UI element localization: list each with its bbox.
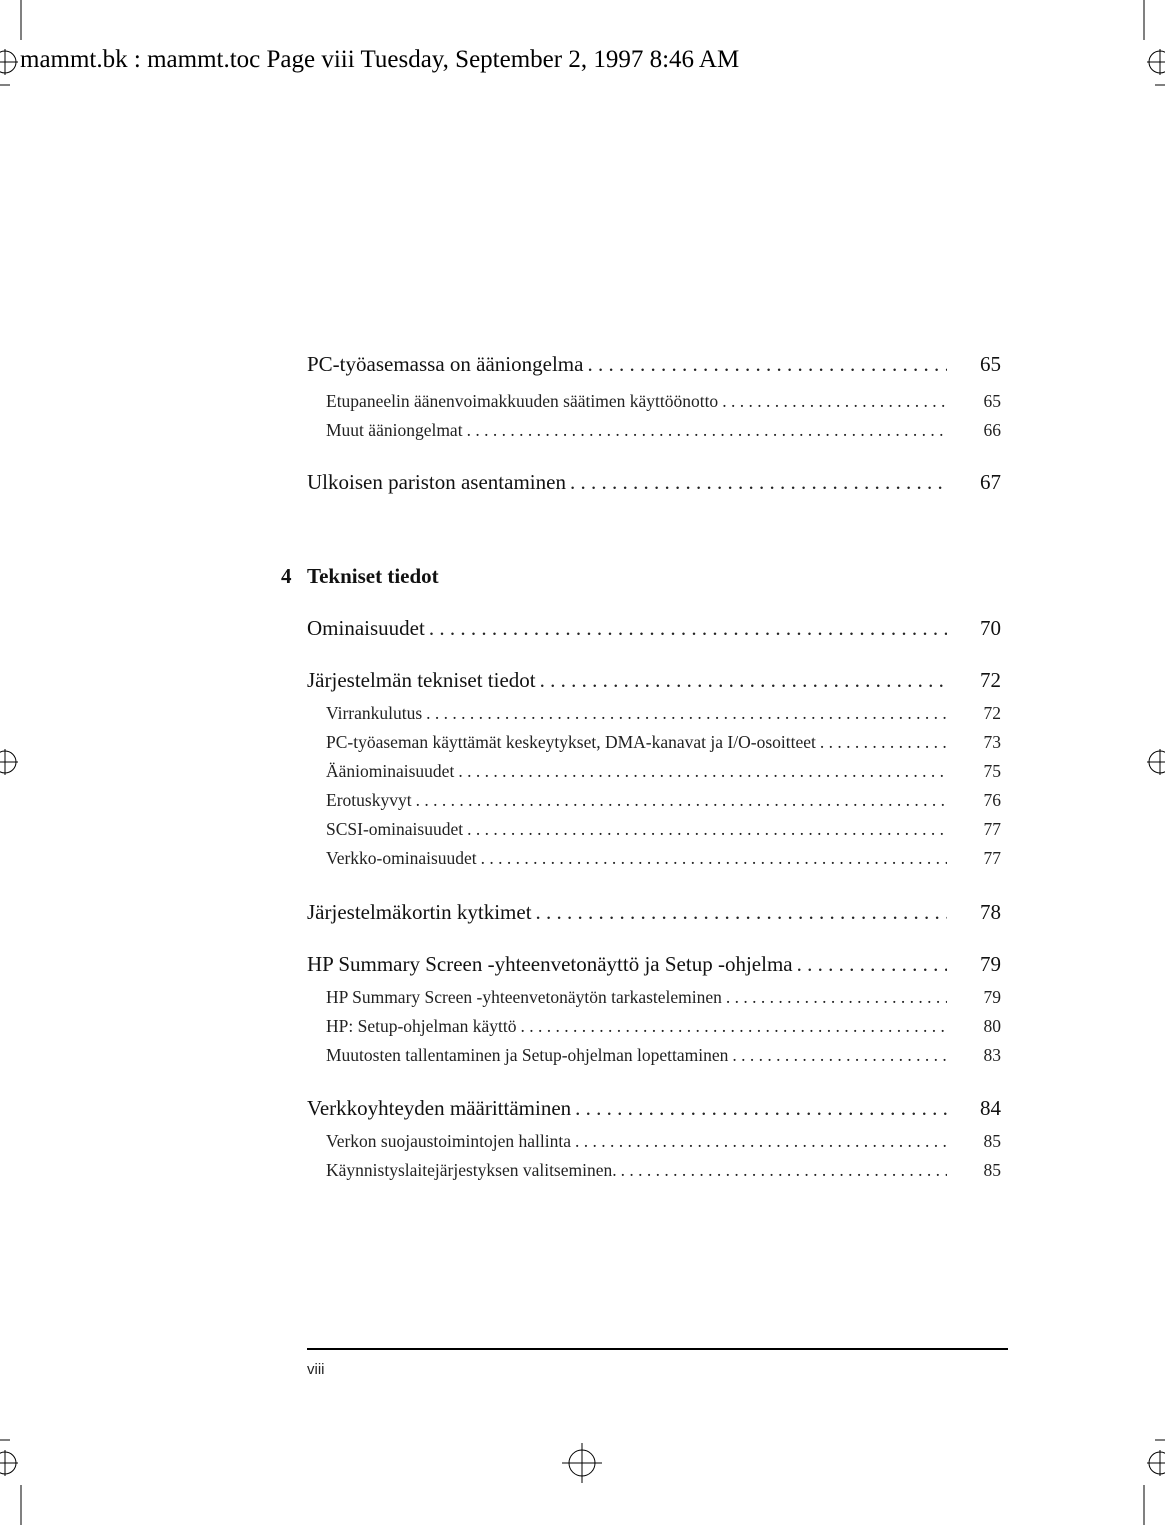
- dot-leader: [521, 1016, 947, 1037]
- toc-entry[interactable]: [307, 987, 1001, 1008]
- dot-leader: [570, 470, 947, 495]
- dot-leader: [621, 1160, 947, 1181]
- toc-entry-page: 72: [983, 703, 1001, 723]
- toc-entry[interactable]: [307, 790, 1001, 811]
- print-header: mammt.bk : mammt.toc Page viii Tuesday, September 2, 1997 8:46 AM: [20, 46, 740, 73]
- toc-entry-page: 79: [983, 987, 1001, 1007]
- chapter-heading: [281, 564, 439, 589]
- toc-entry[interactable]: [307, 470, 1001, 495]
- toc-entry-page: 65: [983, 391, 1001, 411]
- toc-entry-page: 72: [980, 668, 1001, 692]
- toc-entry[interactable]: [307, 703, 1001, 724]
- dot-leader: [458, 761, 947, 782]
- toc-entry-page: 85: [983, 1160, 1001, 1180]
- toc-entry[interactable]: [307, 1016, 1001, 1037]
- toc-entry-page: 73: [983, 732, 1001, 752]
- dot-leader: [467, 819, 947, 840]
- footer-page-number: viii: [307, 1361, 325, 1378]
- chapter-number: 4: [281, 564, 292, 588]
- toc-entry-title: HP Summary Screen -yhteenvetonäyttö ja Setup -ohjelma: [307, 952, 793, 976]
- dot-leader: [587, 352, 947, 377]
- dot-leader: [467, 420, 947, 441]
- toc-entry-title: Virrankulutus: [326, 703, 423, 723]
- dot-leader: [540, 668, 947, 693]
- toc-entry[interactable]: [307, 1131, 1001, 1152]
- toc-entry-title: Ääniominaisuudet: [326, 761, 455, 781]
- dot-leader: [722, 391, 947, 412]
- toc-entry-title: Erotuskyvyt: [326, 790, 412, 810]
- toc-entry-title: Järjestelmäkortin kytkimet: [307, 900, 532, 924]
- toc-entry-page: 70: [980, 616, 1001, 640]
- toc-entry-title: SCSI-ominaisuudet: [326, 819, 464, 839]
- toc-entry-title: Etupaneelin äänenvoimakkuuden säätimen käyttöönotto: [326, 391, 719, 411]
- toc-entry-page: 80: [983, 1016, 1001, 1036]
- toc-entry-title: Järjestelmän tekniset tiedot: [307, 668, 536, 692]
- toc-entry[interactable]: [307, 732, 1001, 753]
- toc-entry-page: 76: [983, 790, 1001, 810]
- toc-entry-title: Ulkoisen pariston asentaminen: [307, 470, 566, 494]
- dot-leader: [426, 703, 947, 724]
- toc-entry-page: 65: [980, 352, 1001, 376]
- footer-rule: [307, 1348, 1008, 1350]
- toc-entry-page: 84: [980, 1096, 1001, 1120]
- dot-leader: [416, 790, 947, 811]
- toc-entry-title: Käynnistyslaitejärjestyksen valitseminen.: [326, 1160, 617, 1180]
- dot-leader: [820, 732, 947, 753]
- toc-entry-page: 75: [983, 761, 1001, 781]
- toc-entry[interactable]: [307, 391, 1001, 412]
- toc-entry[interactable]: [307, 900, 1001, 925]
- toc-entry-page: 77: [983, 848, 1001, 868]
- dot-leader: [429, 616, 947, 641]
- toc-entry-page: 66: [983, 420, 1001, 440]
- toc-entry-title: Verkkoyhteyden määrittäminen: [307, 1096, 572, 1120]
- toc-entry[interactable]: [307, 952, 1001, 977]
- toc-entry-page: 77: [983, 819, 1001, 839]
- toc-entry-title: Muut ääniongelmat: [326, 420, 463, 440]
- toc-entry-page: 79: [980, 952, 1001, 976]
- dot-leader: [797, 952, 947, 977]
- dot-leader: [481, 848, 947, 869]
- toc-entry-title: PC-työaseman käyttämät keskeytykset, DMA-kanavat ja I/O-osoitteet: [326, 732, 816, 752]
- toc-entry-page: 85: [983, 1131, 1001, 1151]
- dot-leader: [726, 987, 947, 1008]
- toc-entry-title: HP Summary Screen -yhteenvetonäytön tarkasteleminen: [326, 987, 722, 1007]
- toc-entry-title: Muutosten tallentaminen ja Setup-ohjelman lopettaminen: [326, 1045, 729, 1065]
- dot-leader: [575, 1131, 947, 1152]
- toc-entry[interactable]: [307, 848, 1001, 869]
- toc-entry-title: Ominaisuudet: [307, 616, 425, 640]
- chapter-title: Tekniset tiedot: [307, 564, 439, 588]
- toc-entry-title: HP: Setup-ohjelman käyttö: [326, 1016, 517, 1036]
- toc-entry[interactable]: [307, 819, 1001, 840]
- toc-entry[interactable]: [307, 1096, 1001, 1121]
- toc-entry-page: 83: [983, 1045, 1001, 1065]
- toc-entry-page: 78: [980, 900, 1001, 924]
- toc-entry[interactable]: [307, 616, 1001, 641]
- toc-entry-page: 67: [980, 470, 1001, 494]
- toc-entry[interactable]: [307, 1160, 1001, 1181]
- toc-entry[interactable]: [307, 420, 1001, 441]
- dot-leader: [732, 1045, 947, 1066]
- toc-entry[interactable]: [307, 761, 1001, 782]
- toc-entry[interactable]: [307, 1045, 1001, 1066]
- toc-entry-title: Verkko-ominaisuudet: [326, 848, 477, 868]
- dot-leader: [575, 1096, 947, 1121]
- toc-entry[interactable]: [307, 352, 1001, 377]
- toc-entry-title: PC-työasemassa on ääniongelma: [307, 352, 584, 376]
- toc-entry-title: Verkon suojaustoimintojen hallinta: [326, 1131, 571, 1151]
- toc-entry[interactable]: [307, 668, 1001, 693]
- dot-leader: [536, 900, 947, 925]
